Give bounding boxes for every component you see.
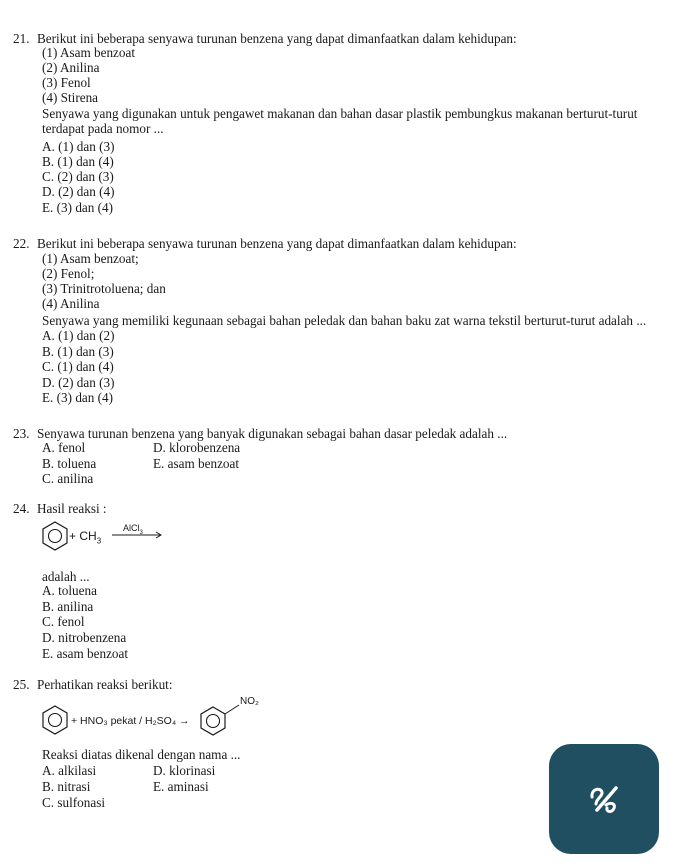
q23-option-c[interactable]: C. anilina [42, 471, 94, 486]
q23-option-a[interactable]: A. fenol [42, 440, 86, 455]
q25-stem: Perhatikan reaksi berikut: [37, 677, 173, 692]
q22-item: (3) Trinitrotoluena; dan [42, 281, 166, 296]
benzene-ring-icon [40, 521, 70, 551]
q21-number: 21. [13, 31, 30, 46]
q21-option-e[interactable]: E. (3) dan (4) [42, 200, 114, 215]
q21-option-b[interactable]: B. (1) dan (4) [42, 154, 114, 169]
q25-reagents: + HNO₃ pekat / H₂SO₄ → [71, 715, 190, 727]
q23-stem: Senyawa turunan benzena yang banyak digunakan sebagai bahan dasar peledak adalah ... [37, 426, 508, 441]
q22-stem: Berikut ini beberapa senyawa turunan benzena yang dapat dimanfaatkan dalam kehidupan: [37, 236, 517, 251]
q25-option-c[interactable]: C. sulfonasi [42, 795, 106, 810]
q21-option-d[interactable]: D. (2) dan (4) [42, 184, 115, 199]
q22-item: (1) Asam benzoat; [42, 251, 139, 266]
q25-option-d[interactable]: D. klorinasi [153, 763, 216, 778]
q24-option-a[interactable]: A. toluena [42, 583, 97, 598]
q21-item: (1) Asam benzoat [42, 45, 136, 60]
q25-question: Reaksi diatas dikenal dengan nama ... [42, 747, 241, 762]
q24-reagent-sub: 3 [96, 536, 102, 546]
q22-item: (4) Anilina [42, 296, 100, 311]
q24-tail: adalah ... [42, 569, 90, 584]
q23-number: 23. [13, 426, 30, 441]
q21-question: Senyawa yang digunakan untuk pengawet makanan dan bahan dasar plastik pembungkus makanan berturut-turut [42, 106, 638, 121]
q21-item: (2) Anilina [42, 60, 100, 75]
q24-option-d[interactable]: D. nitrobenzena [42, 630, 127, 645]
q24-option-c[interactable]: C. fenol [42, 614, 85, 629]
q21-stem: Berikut ini beberapa senyawa turunan benzena yang dapat dimanfaatkan dalam kehidupan: [37, 31, 517, 46]
reaction-arrow-icon [112, 530, 164, 540]
q22-number: 22. [13, 236, 30, 251]
q25-option-e[interactable]: E. aminasi [153, 779, 209, 794]
q22-option-d[interactable]: D. (2) dan (3) [42, 375, 115, 390]
q22-option-c[interactable]: C. (1) dan (4) [42, 359, 114, 374]
benzene-ring-icon [40, 705, 70, 735]
pen-edit-icon [582, 777, 626, 821]
q23-option-b[interactable]: B. toluena [42, 456, 97, 471]
q21-option-c[interactable]: C. (2) dan (3) [42, 169, 114, 184]
q22-item: (2) Fenol; [42, 266, 95, 281]
q22-option-a[interactable]: A. (1) dan (2) [42, 328, 115, 343]
q25-product-group: NO₂ [240, 696, 259, 707]
q24-reagent-text: + CH [69, 529, 97, 543]
q24-catalyst-sub: 3 [139, 529, 143, 536]
q21-item: (3) Fenol [42, 75, 91, 90]
q24-reagent [69, 529, 101, 548]
q25-option-a[interactable]: A. alkilasi [42, 763, 97, 778]
q22-option-b[interactable]: B. (1) dan (3) [42, 344, 114, 359]
edit-fab-button[interactable] [549, 744, 659, 854]
q24-option-b[interactable]: B. anilina [42, 599, 94, 614]
q23-option-d[interactable]: D. klorobenzena [153, 440, 241, 455]
q22-question: Senyawa yang memiliki kegunaan sebagai bahan peledak dan bahan baku zat warna tekstil berturut-turut adalah ... [42, 313, 647, 328]
q22-option-e[interactable]: E. (3) dan (4) [42, 390, 114, 405]
q25-option-b[interactable]: B. nitrasi [42, 779, 91, 794]
q24-number: 24. [13, 501, 30, 516]
q25-number: 25. [13, 677, 30, 692]
q23-option-e[interactable]: E. asam benzoat [153, 456, 240, 471]
q21-question-cont: terdapat pada nomor ... [42, 121, 164, 136]
q24-catalyst-text: AlCl [123, 523, 140, 533]
q24-stem: Hasil reaksi : [37, 501, 107, 516]
q24-option-e[interactable]: E. asam benzoat [42, 646, 129, 661]
q21-item: (4) Stirena [42, 90, 99, 105]
q21-option-a[interactable]: A. (1) dan (3) [42, 139, 115, 154]
